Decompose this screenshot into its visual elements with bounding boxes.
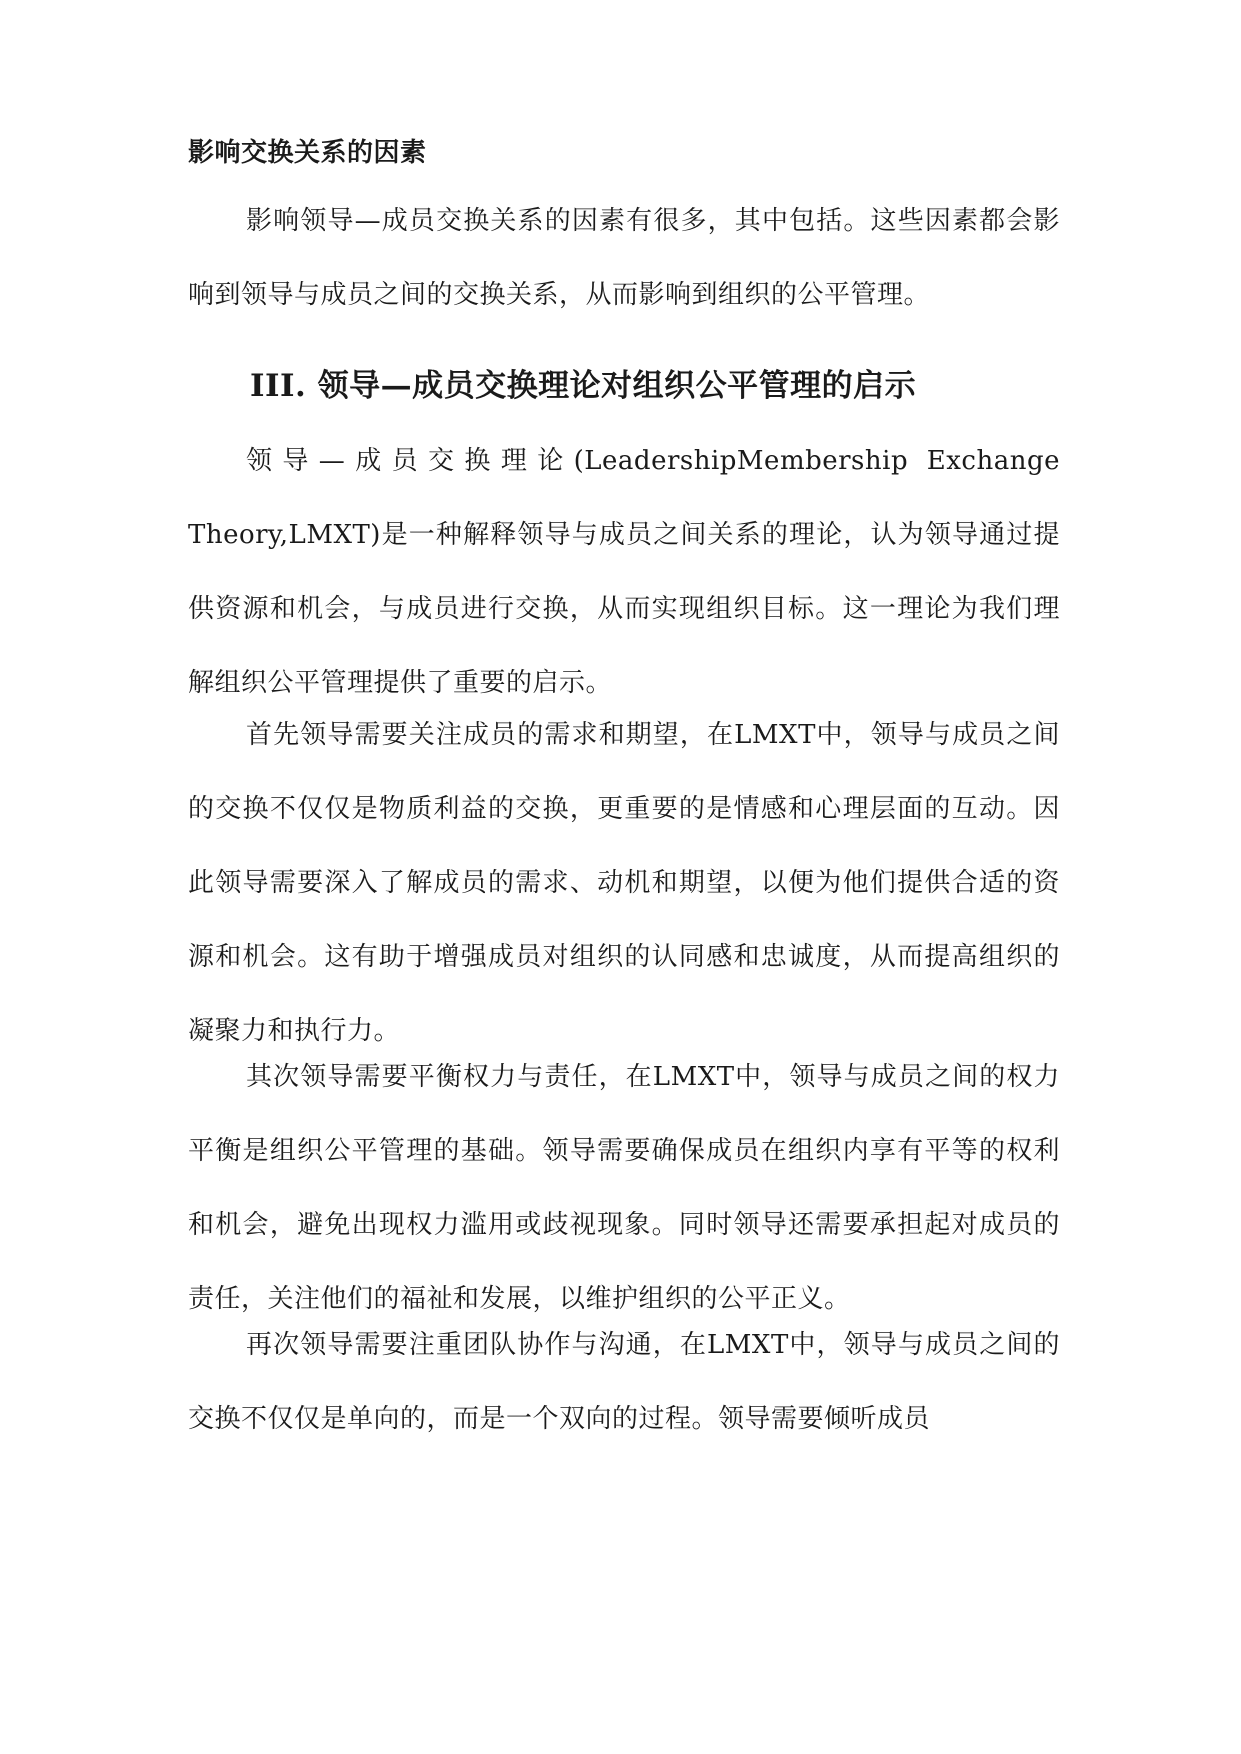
paragraph-third-point: 再次领导需要注重团队协作与沟通，在LMXT中，领导与成员之间的交换不仅仅是单向的，而是一个双向的过程。领导需要倾听成员 (188, 1330, 1060, 1434)
section-heading: III. 领导—成员交换理论对组织公平管理的启示 (250, 368, 917, 404)
subsection-paragraph: 影响领导—成员交换关系的因素有很多，其中包括。这些因素都会影响到领导与成员之间的交换关系，从而影响到组织的公平管理。 (188, 206, 1060, 310)
paragraph-first-point: 首先领导需要关注成员的需求和期望，在LMXT中，领导与成员之间的交换不仅仅是物质利益的交换，更重要的是情感和心理层面的互动。因此领导需要深入了解成员的需求、动机和期望，以便为他们提供合适的资源和机会。这有助于增强成员对组织的认同感和忠诚度，从而提高组织的凝聚力和执行力。 (188, 720, 1060, 1046)
subsection-title: 影响交换关系的因素 (188, 138, 427, 168)
paragraph-intro: 领导—成员交换理论(LeadershipMembership Exchange Theory,LMXT)是一种解释领导与成员之间关系的理论，认为领导通过提供资源和机会，与成员进行交换，从而实现组织目标。这一理论为我们理解组织公平管理提供了重要的启示。 (188, 446, 1060, 698)
paragraph-second-point: 其次领导需要平衡权力与责任，在LMXT中，领导与成员之间的权力平衡是组织公平管理的基础。领导需要确保成员在组织内享有平等的权利和机会，避免出现权力滥用或歧视现象。同时领导还需要承担起对成员的责任，关注他们的福祉和发展，以维护组织的公平正义。 (188, 1062, 1060, 1314)
